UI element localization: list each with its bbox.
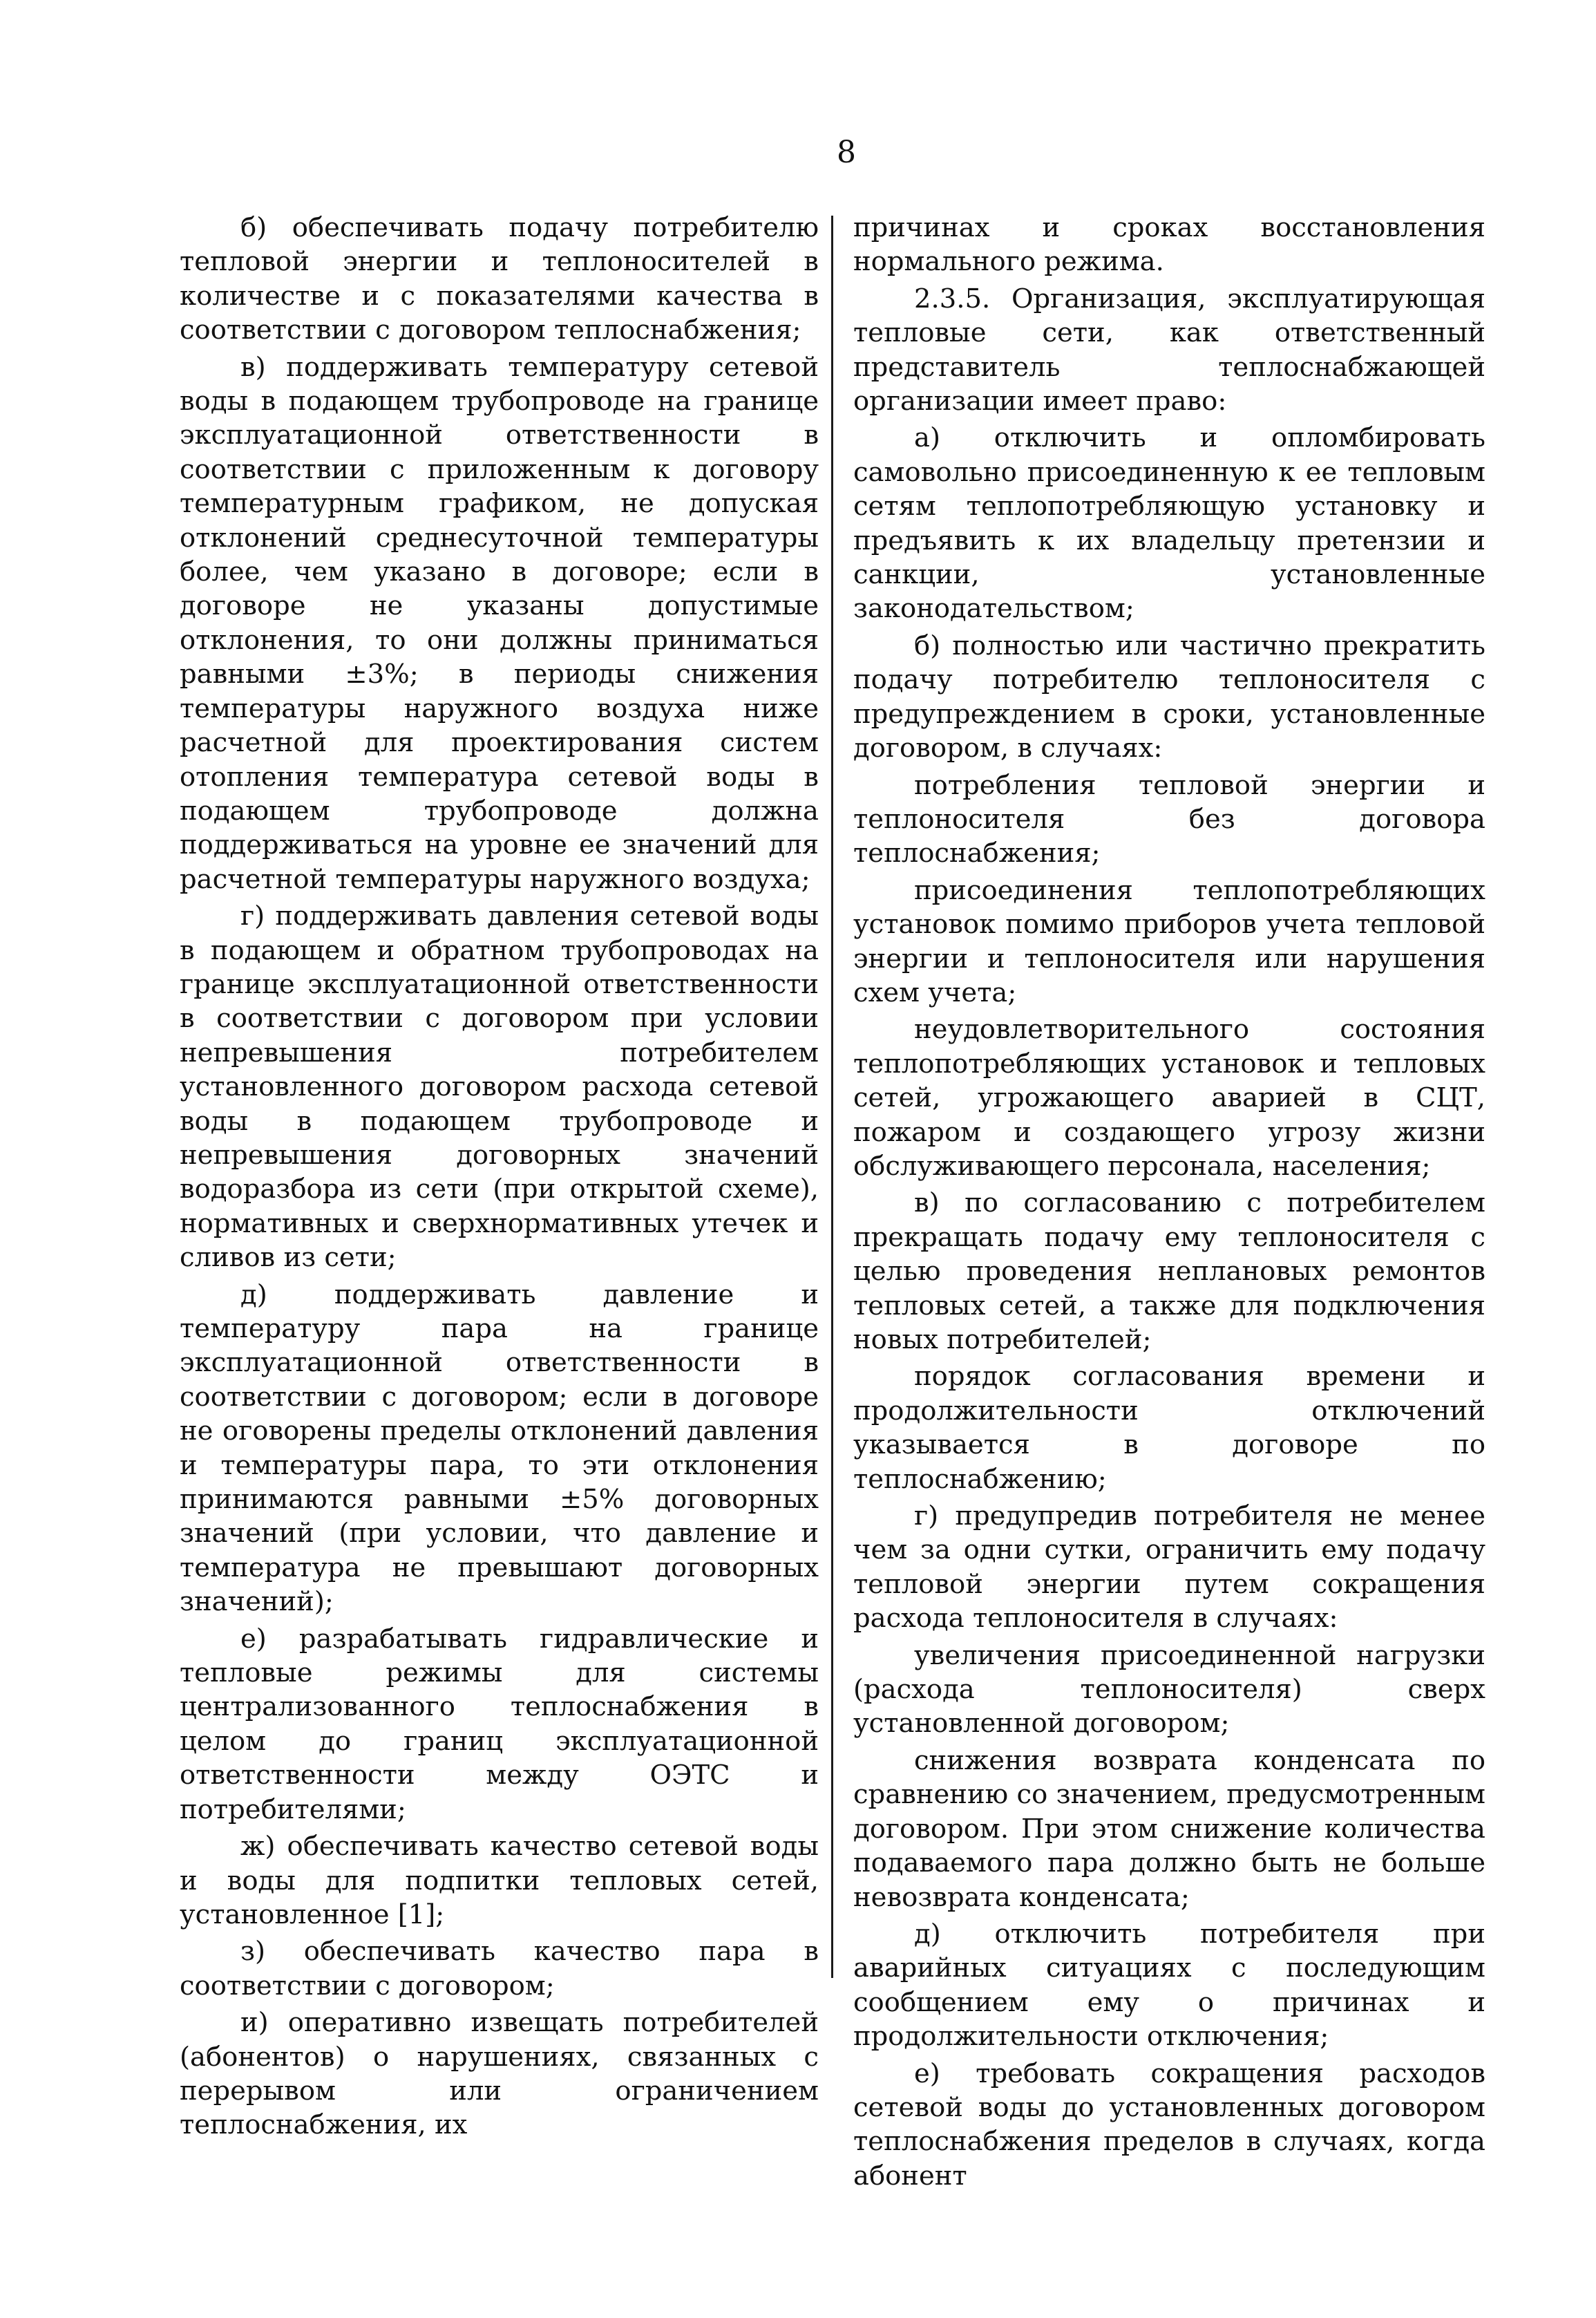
page-number: 8 xyxy=(837,135,856,170)
paragraph-i-notify: и) оперативно извещать потребителей (абонентов) о нарушениях, связанных с перерывом или ограничением теплоснабжения, их xyxy=(180,2007,819,2141)
paragraph-e-regimes: е) разрабатывать гидравлические и тепловые режимы для системы централизованного теплоснабжения в целом до границ эксплуатационной ответственности между ОЭТС и потребителями; xyxy=(180,1623,819,1825)
paragraph-g-limit: г) предупредив потребителя не менее чем за одни сутки, ограничить ему подачу тепловой энергии путем сокращения расхода теплоносителя в случаях: xyxy=(853,1500,1485,1634)
paragraph-case-no-contract: потребления тепловой энергии и теплоносителя без договора теплоснабжения; xyxy=(853,769,1485,869)
paragraph-v-repairs: в) по согласованию с потребителем прекращать подачу ему теплоносителя с целью проведения неплановых ремонтов тепловых сетей, а также для подключения новых потребителей; xyxy=(853,1187,1485,1355)
paragraph-case-poor-condition: неудовлетворительного состояния теплопотребляющих установок и тепловых сетей, угрожающего аварией в СЦТ, пожаром и создающего угрозу жизни обслуживающего персонала, населения; xyxy=(853,1014,1485,1182)
right-column xyxy=(853,211,1485,2196)
paragraph-a-disconnect: а) отключить и опломбировать самовольно присоединенную к ее тепловым сетям теплопотребляющую установку и предъявить к их владельцу претензии и санкции, установленные законодательством; xyxy=(853,422,1485,625)
paragraph-d-steam: д) поддерживать давление и температуру пара на границе эксплуатационной ответственности в соответствии с договором; если в договоре не оговорены пределы отклонений давления и температуры пара, то эти отклонения принимаются равными ±5% договорных значений (при условии, что давление и температура не превышают договорных значений); xyxy=(180,1279,819,1618)
paragraph-case-bypass-meters: присоединения теплопотребляющих установок помимо приборов учета тепловой энергии и теплоносителя или нарушения схем учета; xyxy=(853,874,1485,1008)
paragraph-e-reduce-flow: е) требовать сокращения расходов сетевой воды до установленных договором теплоснабжения пределов в случаях, когда абонент xyxy=(853,2057,1485,2192)
paragraph-case-load-increase: увеличения присоединенной нагрузки (расхода теплоносителя) сверх установленной договором; xyxy=(853,1639,1485,1740)
paragraph-z-steam-quality: з) обеспечивать качество пара в соответствии с договором; xyxy=(180,1936,819,2001)
column-divider xyxy=(831,216,833,1978)
paragraph-case-condensate: снижения возврата конденсата по сравнению со значением, предусмотренным договором. При этом снижение количества подаваемого пара должно быть не больше невозврата конденсата; xyxy=(853,1744,1485,1913)
paragraph-v-temperature: в) поддерживать температуру сетевой воды в подающем трубопроводе на границе эксплуатационной ответственности в соответствии с приложенным к договору температурным графиком, не допуская отклонений среднесуточной температуры более, чем указано в договоре; если в договоре не указаны допустимые отклонения, то они должны приниматься равными ±3%; в периоды снижения температуры наружного воздуха ниже расчетной для проектирования систем отопления температура сетевой воды в подающем трубопроводе должна поддерживаться на уровне ее значений для расчетной температуры наружного воздуха; xyxy=(180,351,819,895)
paragraph-continuation: причинах и сроках восстановления нормального режима. xyxy=(853,212,1485,278)
paragraph-zh-water-quality: ж) обеспечивать качество сетевой воды и воды для подпитки тепловых сетей, установленное [1]; xyxy=(180,1831,819,1930)
paragraph-d-emergency: д) отключить потребителя при аварийных ситуациях с последующим сообщением ему о причинах и продолжительности отключения; xyxy=(853,1918,1485,2053)
paragraph-agreement-order: порядок согласования времени и продолжительности отключений указывается в договоре по теплоснабжению; xyxy=(853,1361,1485,1495)
left-column xyxy=(180,211,819,2145)
paragraph-2-3-5: 2.3.5. Организация, эксплуатирующая тепловые сети, как ответственный представитель теплоснабжающей организации имеет право: xyxy=(853,283,1485,417)
paragraph-b-stop-supply: б) полностью или частично прекратить подачу потребителю теплоносителя с предупреждением в сроки, установленные договором, в случаях: xyxy=(853,630,1485,764)
paragraph-g-pressure: г) поддерживать давления сетевой воды в подающем и обратном трубопроводах на границе эксплуатационной ответственности в соответствии с договором при условии непревышения потребителем установленного договором расхода сетевой воды в подающем трубопроводе и непревышения договорных значений водоразбора из сети (при открытой схеме), нормативных и сверхнормативных утечек и сливов из сети; xyxy=(180,901,819,1274)
paragraph-b-supply: б) обеспечивать подачу потребителю тепловой энергии и теплоносителей в количестве и с показателями качества в соответствии с договором теплоснабжения; xyxy=(180,212,819,346)
